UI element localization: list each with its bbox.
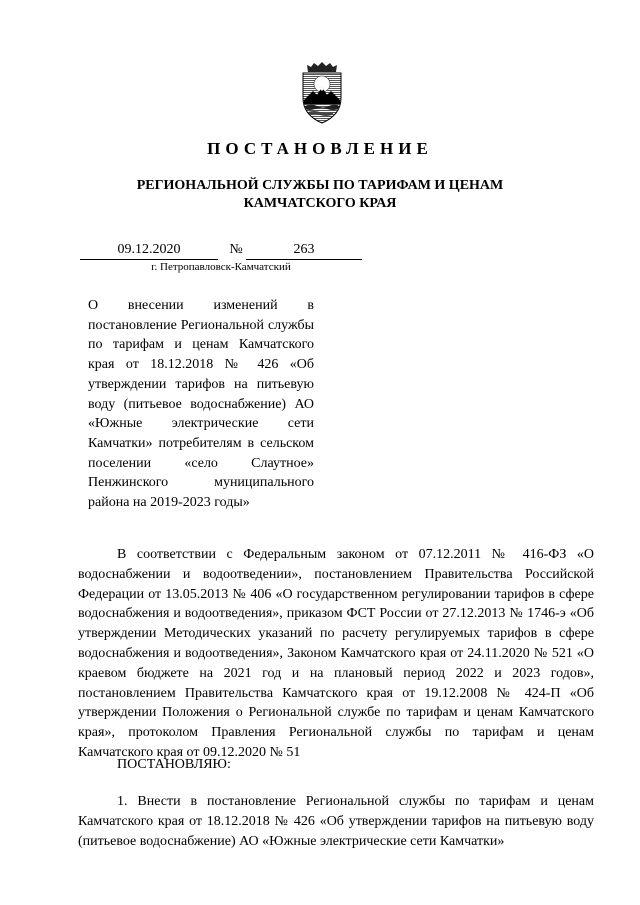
document-title: ПОСТАНОВЛЕНИЕ [207, 139, 433, 158]
number-sign: № [229, 242, 243, 257]
document-subject: О внесении изменений в постановление Региональной службы по тарифам и ценам Камчатского края от 18.12.2018 № 426 «Об утверждении тарифов на питьевую воду (питьевое водоснабжение) АО «Южные электрические сети Камчатки» потребителям в сельском поселении «село Слаутное» Пенжинского муниципального района на 2019-2023 годы» [88, 298, 314, 511]
legal-basis-paragraph: В соответствии с Федеральным законом от 07.12.2011 № 416-ФЗ «О водоснабжении и водоотведении», постановлением Правительства Российской Федерации от 13.05.2013 № 406 «О государственном регулировании тарифов в сфере водоснабжения и водоотведения», приказом ФСТ России от 27.12.2013 № 1746-э «Об утверждении Методических указаний по расчету регулируемых тарифов в сфере водоснабжения и водоотведения», Законом Камчатского края от 24.11.2020 № 521 «О краевом бюджете на 2021 год и на плановый период 2022 и 2023 годов», постановлением Правительства Камчатского края от 19.12.2008 № 424-П «Об утверждении Положения о Региональной службе по тарифам и ценам Камчатского края», протоколом Правления Региональной службы по тарифам и ценам Камчатского края от 09.12.2020 № 51 [78, 547, 594, 760]
document-number: 263 [246, 241, 362, 260]
kamchatka-coat-of-arms-icon [299, 62, 345, 124]
issuing-authority: РЕГИОНАЛЬНОЙ СЛУЖБЫ ПО ТАРИФАМ И ЦЕНАМ КАМЧАТСКОГО КРАЯ [136, 178, 504, 211]
resolve-heading: ПОСТАНОВЛЯЮ: [117, 757, 231, 772]
document-date: 09.12.2020 [80, 241, 218, 260]
clause-1-paragraph: 1. Внести в постановление Региональной службы по тарифам и ценам Камчатского края от 18.12.2018 № 426 «Об утверждении тарифов на питьевую воду (питьевое водоснабжение) АО «Южные электрические сети Камчатки» [78, 794, 594, 849]
city-of-issue: г. Петропавловск-Камчатский [151, 261, 291, 273]
